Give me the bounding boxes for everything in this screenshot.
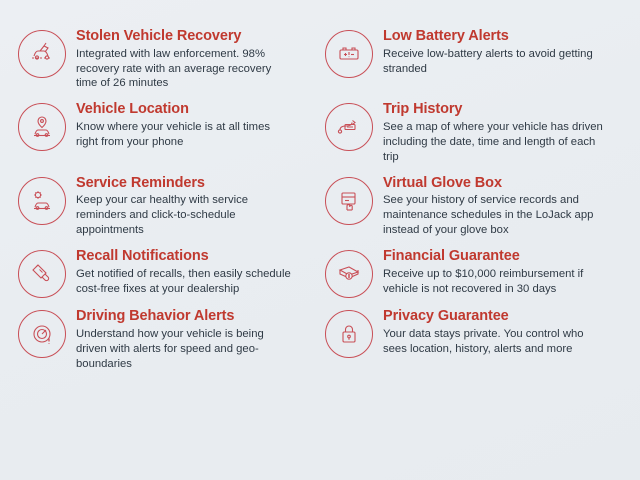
feature-description: Know where your vehicle is at all times right from your phone [76,121,271,148]
feature-description: Receive up to $10,000 reimbursement if vehicle is not recovered in 30 days [383,267,584,295]
feature-title: Driving Behavior Alerts [76,308,235,325]
feature-title: Low Battery Alerts [383,28,509,44]
feature-title: Service Reminders [76,174,205,191]
feature-text [383,28,622,76]
feature-item-low-battery-alerts [325,26,622,93]
feature-description: Keep your car healthy with service reminders and click-to-schedule appointments [76,194,249,237]
feature-text [76,308,315,371]
feature-item-virtual-glove-box [325,173,622,240]
feature-text [383,248,622,296]
feature-description: Your data stays private. You control who sees location, history, alerts and more [383,327,584,355]
feature-item-recall-notifications [18,246,315,300]
feature-description: See your history of service records and maintenance schedules in the LoJack app instead of your glove box [383,194,594,237]
feature-title: Stolen Vehicle Recovery [76,28,242,44]
feature-text [383,308,622,356]
financial-guarantee-icon [325,250,373,298]
feature-description: Receive low-battery alerts to avoid getting stranded [383,47,593,75]
feature-item-driving-behavior-alerts [18,306,315,373]
low-battery-alerts-icon [325,30,373,78]
feature-description: Get notified of recalls, then easily schedule cost-free fixes at your dealership [76,267,291,295]
vehicle-location-icon [18,103,66,151]
recall-notifications-icon [18,250,66,298]
driving-behavior-alerts-icon [18,310,66,358]
feature-title: Financial Guarantee [383,248,520,265]
feature-text [383,101,622,164]
feature-item-financial-guarantee [325,246,622,300]
feature-item-trip-history [325,99,622,166]
feature-text [76,248,315,296]
privacy-guarantee-icon [325,310,373,358]
feature-text [76,175,315,238]
feature-text [383,175,622,238]
feature-title: Privacy Guarantee [383,308,509,325]
feature-item-service-reminders [18,173,315,240]
feature-item-vehicle-location [18,99,315,166]
feature-title: Vehicle Location [76,101,189,118]
feature-description: Understand how your vehicle is being driven with alerts for speed and geo-boundaries [76,327,264,370]
trip-history-icon [325,103,373,151]
feature-item-privacy-guarantee [325,306,622,373]
feature-title: Trip History [383,101,463,118]
virtual-glove-box-icon [325,177,373,225]
feature-description: See a map of where your vehicle has driven including the date, time and length of each trip [383,121,603,163]
feature-grid [18,26,622,374]
feature-title: Recall Notifications [76,248,209,265]
feature-text [76,28,315,91]
service-reminders-icon [18,177,66,225]
feature-text [76,101,315,149]
stolen-vehicle-recovery-icon [18,30,66,78]
feature-item-stolen-vehicle-recovery [18,26,315,93]
feature-description: Integrated with law enforcement. 98% recovery rate with an average recovery time of 26 minutes [76,47,272,90]
feature-title: Virtual Glove Box [383,174,502,191]
